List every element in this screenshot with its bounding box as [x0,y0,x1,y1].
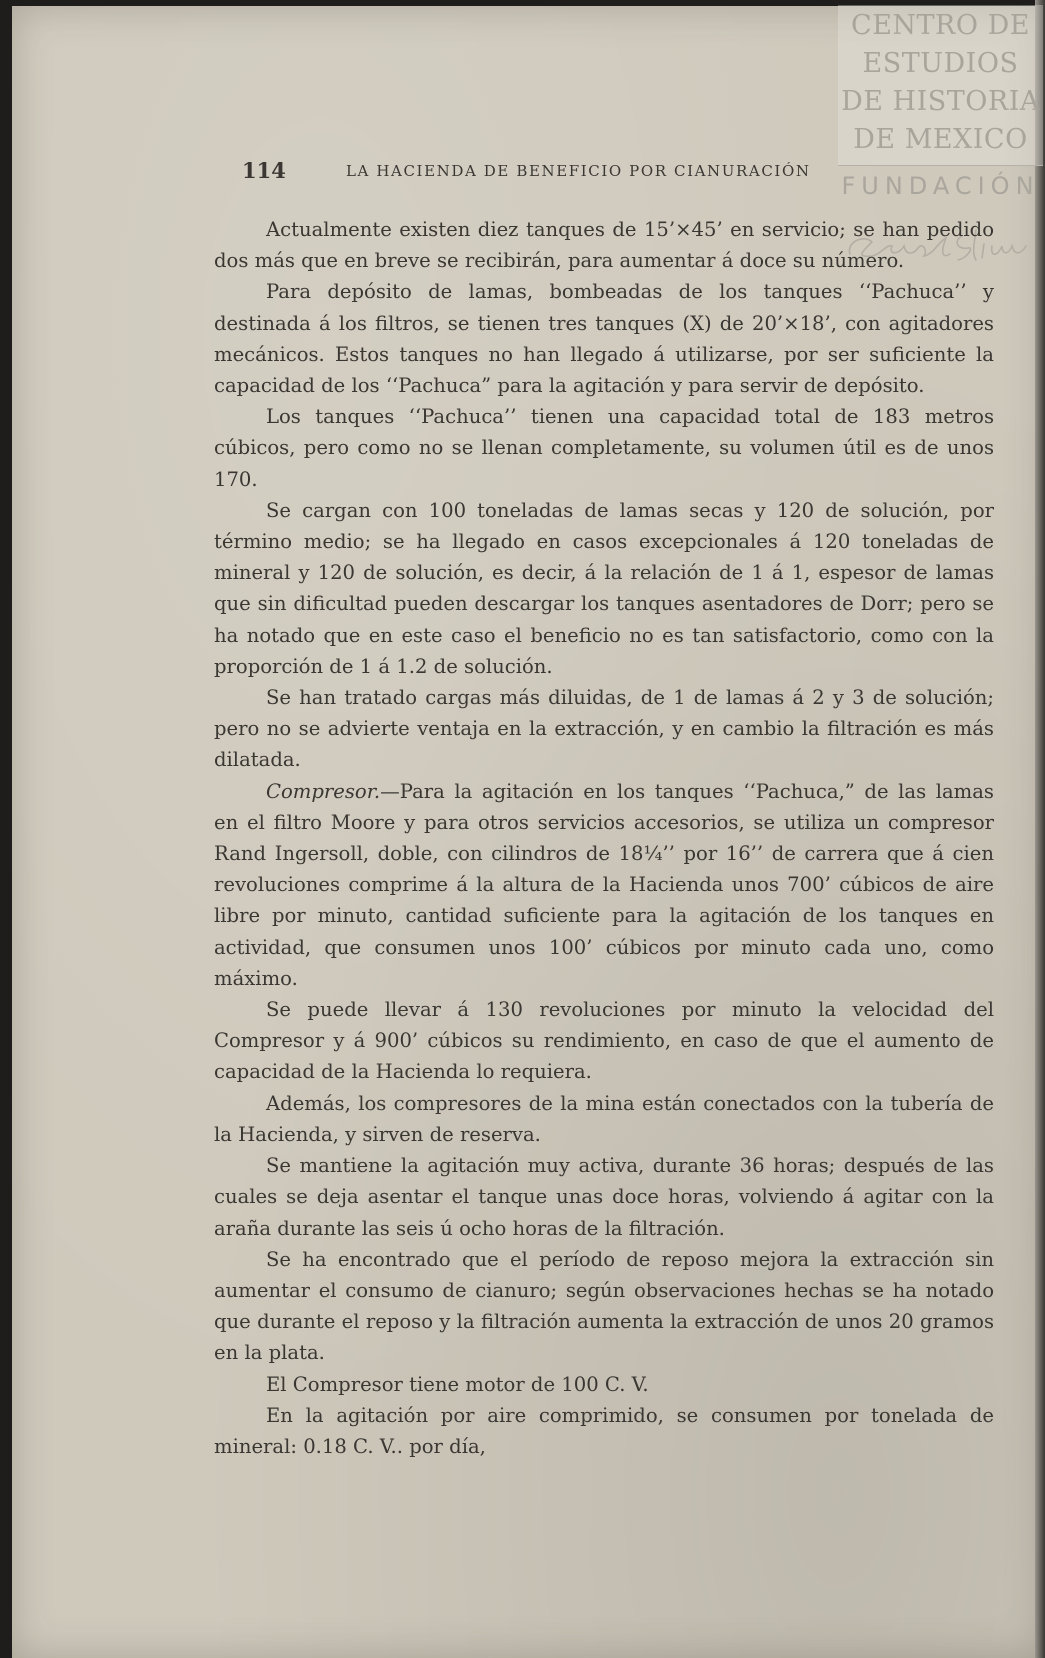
body-text [214,214,994,1462]
paragraph-8: Además, los compresores de la mina están conectados con la tubería de la Hacienda, y sirven de reserva. [214,1091,994,1146]
paragraph-5: Se han tratado cargas más diluidas, de 1 de lamas á 2 y 3 de solución; pero no se advierte ventaja en la extracción, y en cambio la filtración es más dilatada. [214,686,994,772]
paragraph-4: Se cargan con 100 toneladas de lamas secas y 120 de solución, por término medio; se ha llegado en casos excepcionales á 120 toneladas de mineral y 120 de solución, es decir, á la relación de 1 á 1, espesor de lamas que sin dificultad pueden descargar los tanques asentadores de Dorr; pero se ha notado que en este caso el beneficio no es tan satisfactorio, como con la proporción de 1 á 1.2 de solución. [214,498,994,678]
running-title: LA HACIENDA DE BENEFICIO POR CIANURACIÓN [346,162,811,180]
paragraph-3: Los tanques ‘‘Pachuca’’ tienen una capacidad total de 183 metros cúbicos, pero como no se llenan completamente, su volumen útil es de unos 170. [214,405,994,491]
page-number: 114 [242,158,286,183]
paragraph-12: En la agitación por aire comprimido, se consumen por tonelada de mineral: 0.18 C. V.. por día, [214,1403,994,1458]
paragraph-compresor [214,776,994,994]
stamp-line-4: DE MEXICO [853,124,1028,155]
paragraph-9: Se mantiene la agitación muy activa, durante 36 horas; después de las cuales se deja asentar el tanque unas doce horas, volviendo á agitar con la araña durante las seis ú ocho horas de la filtración. [214,1154,994,1240]
compresor-heading: Compresor. [266,779,381,803]
page-header [242,158,862,188]
paragraph-11: El Compresor tiene motor de 100 C. V. [266,1372,649,1396]
stamp-line-1: CENTRO DE [851,10,1030,41]
compresor-text: —Para la agitación en los tanques ‘‘Pachuca,” de las lamas en el filtro Moore y para otros servicios accesorios, se utiliza un compresor Rand Ingersoll, doble, con cilindros de 18¼’’ por 16’’ de carrera que á cien revoluciones comprime á la altura de la Hacienda unos 700’ cúbicos de aire libre por minuto, cantidad suficiente para la agitación de los tanques en actividad, que consumen unos 100’ cúbicos por minuto cada uno, como máximo. [214,779,994,990]
paragraph-7: Se puede llevar á 130 revoluciones por minuto la velocidad del Compresor y á 900’ cúbicos su rendimiento, en caso de que el aumento de capacidad de la Hacienda lo requiera. [214,998,994,1084]
paragraph-2: Para depósito de lamas, bombeadas de los tanques ‘‘Pachuca’’ y destinada á los filtros, se tienen tres tanques (X) de 20’×18’, con agitadores mecánicos. Estos tanques no han llegado á utilizarse, por ser suficiente la capacidad de los ‘‘Pachuca” para la agitación y para servir de depósito. [214,280,994,398]
stamp-box [838,5,1043,166]
paragraph-10: Se ha encontrado que el período de reposo mejora la extracción sin aumentar el consumo de cianuro; según observaciones hechas se ha notado que durante el reposo y la filtración aumenta la extracción de unos 20 gramos en la plata. [214,1247,994,1365]
paragraph-1: Actualmente existen diez tanques de 15’×45’ en servicio; se han pedido dos más que en breve se recibirán, para aumentar á doce su número. [214,218,994,273]
stamp-foundation-label: FUNDACIÓN [841,172,1040,200]
stamp-line-2: ESTUDIOS [862,48,1019,79]
archive-watermark-stamp [838,5,1043,205]
stamp-line-3: DE HISTORIA [841,86,1040,117]
